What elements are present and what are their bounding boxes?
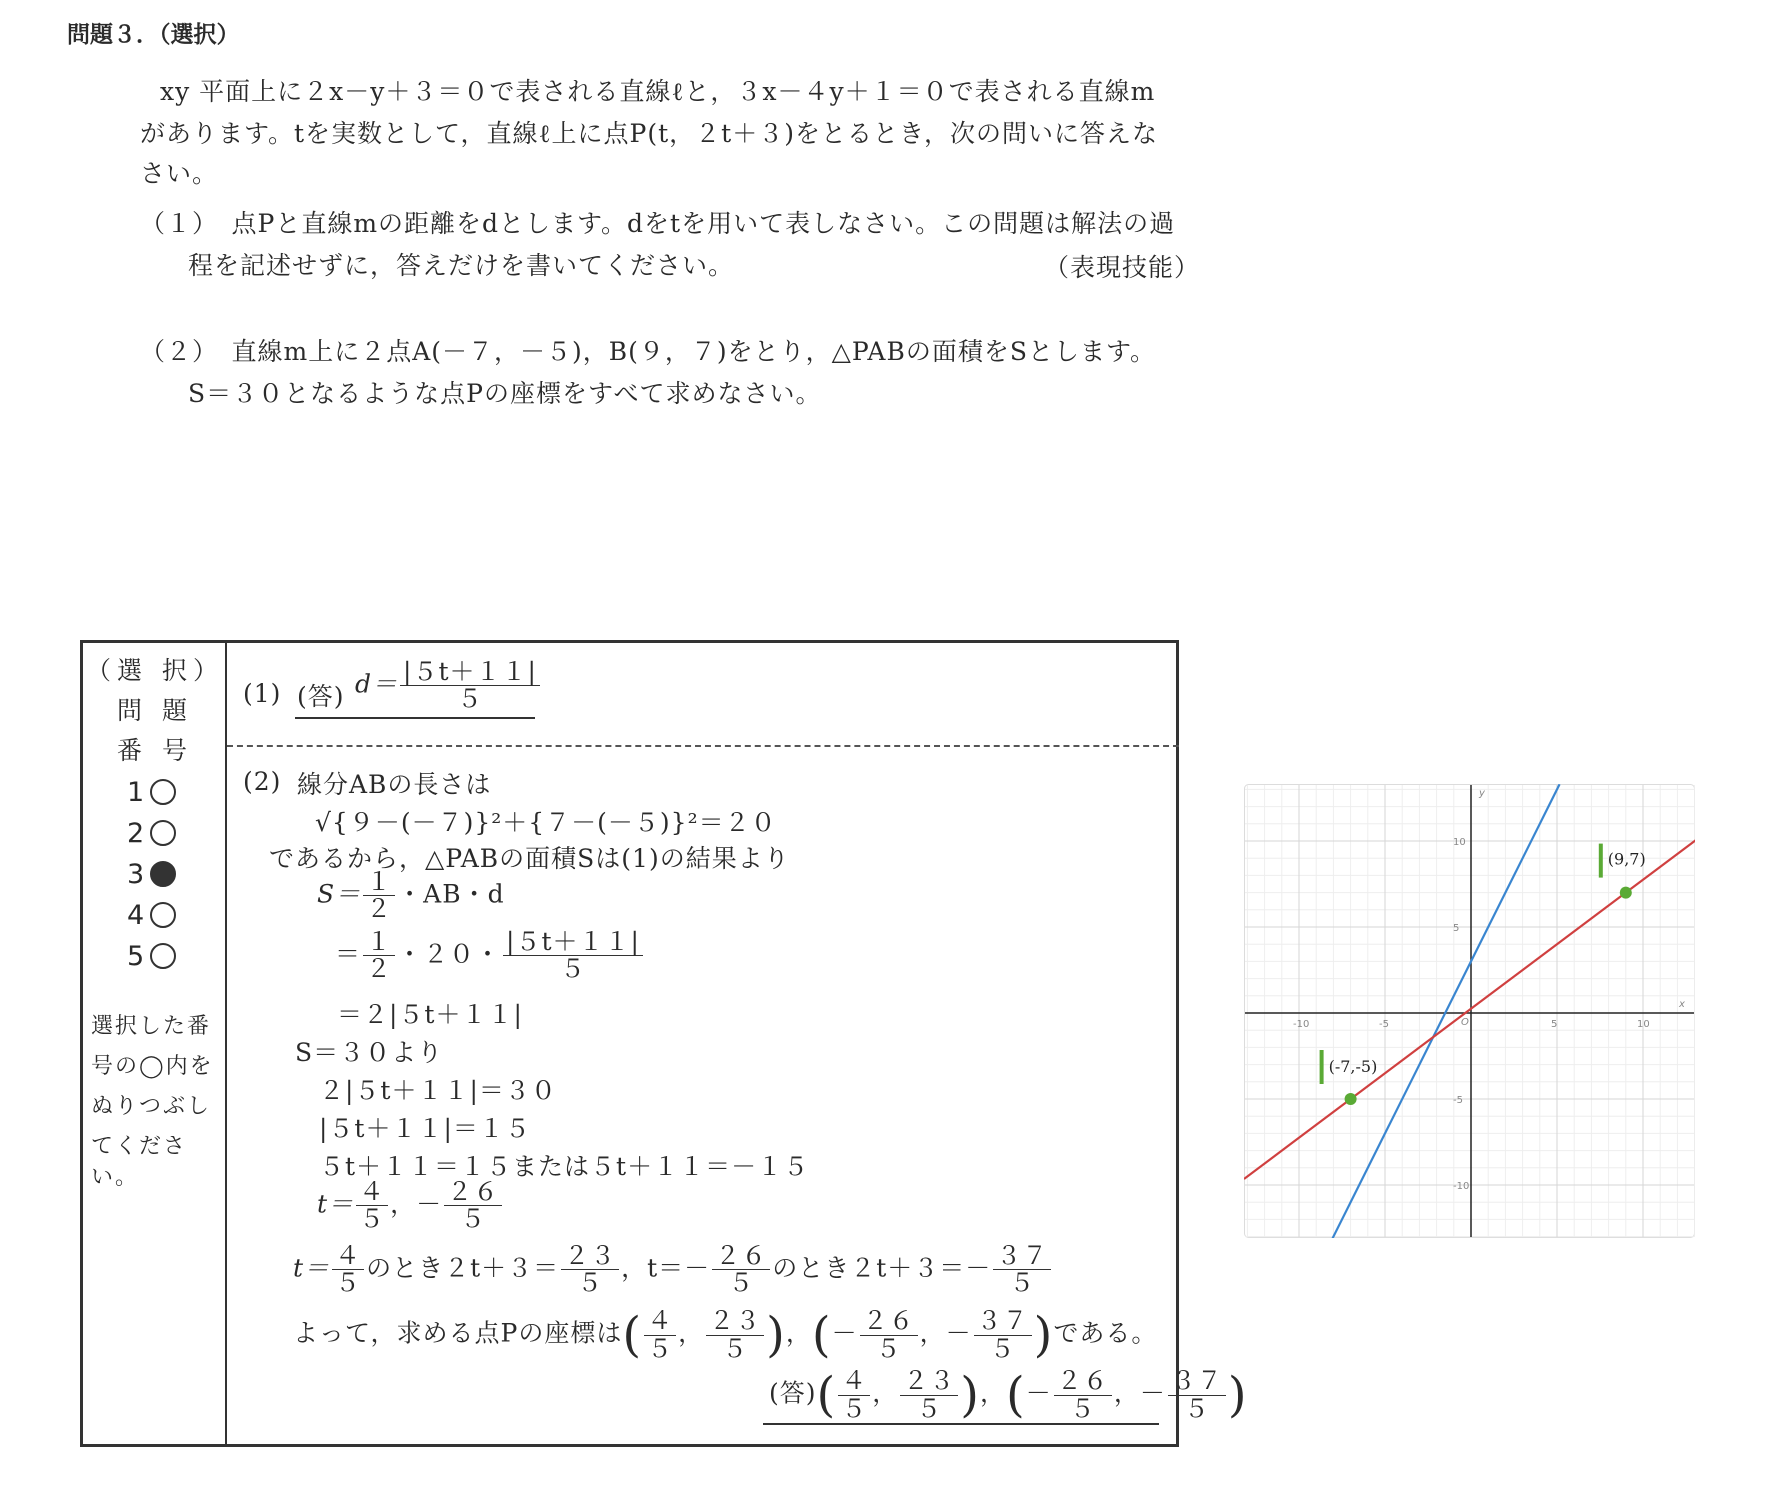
cond-t1-denominator: ５ (335, 1268, 362, 1298)
part-1-lhs: d＝ (355, 669, 399, 699)
problem-line-3: さい。 (140, 159, 219, 188)
c-x1-denominator: ５ (647, 1333, 674, 1363)
t2-denominator: ５ (460, 1204, 487, 1234)
sidebar-note-2: 号の◯内を (91, 1054, 214, 1079)
option-5[interactable] (127, 941, 176, 972)
option-circle[interactable] (150, 902, 176, 928)
option-number: 1 (127, 777, 145, 808)
y-axis-label: y (1479, 788, 1485, 799)
sidebar-title-2: 問 題 (117, 696, 193, 725)
area-rest: ・AB・d (397, 879, 505, 909)
sidebar-note-4: てください。 (91, 1134, 188, 1190)
c-comma-1: ， (678, 1318, 705, 1348)
conclusion-post: である。 (1053, 1318, 1158, 1348)
part-divider (227, 745, 1179, 747)
eq2-mid: ・２０・ (397, 939, 502, 969)
sidebar-note-1: 選択した番 (91, 1014, 212, 1039)
question-2-line-1: （２） 直線m上に２点A(－７，－５)，B(９，７)をとり，△PABの面積をSとします。 (140, 337, 1156, 366)
area-step-3: ＝２|５t＋１１| (337, 1000, 523, 1029)
f-minus-1: － (1025, 1378, 1052, 1408)
question-2-line-2: S＝３０となるような点Pの座標をすべて求めなさい。 (188, 379, 822, 408)
option-4[interactable] (127, 900, 176, 931)
answer-sheet (80, 640, 1248, 1447)
part-1-answer-tag: (答) (297, 682, 345, 711)
c-comma-2: ， (785, 1318, 812, 1348)
eq2-half-denominator: ２ (366, 954, 393, 984)
option-number: 2 (127, 818, 145, 849)
y2-numerator: ３７ (993, 1243, 1051, 1270)
y-tick-label: 5 (1453, 923, 1460, 934)
final-tag: (答) (769, 1378, 817, 1408)
option-number: 3 (127, 859, 145, 890)
c-y2-denominator: ５ (989, 1333, 1016, 1363)
y-values-line (293, 1243, 1053, 1297)
point-b-flag (1599, 844, 1603, 878)
c-y1-denominator: ５ (722, 1333, 749, 1363)
x-axis-label: x (1679, 999, 1685, 1010)
part-1-underline (295, 717, 535, 719)
c-y1-numerator: ２３ (706, 1308, 764, 1335)
eq2-denominator: ５ (559, 954, 586, 984)
y1-denominator: ５ (577, 1268, 604, 1298)
f-y1-numerator: ２３ (900, 1368, 958, 1395)
eq2-numerator: |５t＋１１| (503, 929, 643, 956)
answer-sidebar (83, 643, 227, 1444)
coordinate-graph (1244, 784, 1695, 1238)
part-1-label: (1) (243, 679, 282, 708)
c-x1-numerator: ４ (644, 1308, 676, 1335)
area-formula (317, 869, 505, 923)
y-tick-label: -10 (1453, 1181, 1470, 1192)
x-tick-label: 10 (1637, 1019, 1650, 1030)
point-a-label: (-7,-5) (1328, 1057, 1378, 1076)
x-tick-label: 5 (1551, 1019, 1558, 1030)
f-comma-3: ， (1113, 1378, 1140, 1408)
origin-label: O (1461, 1017, 1469, 1028)
y2-denominator: ５ (1009, 1268, 1036, 1298)
option-circle[interactable] (150, 943, 176, 969)
sidebar-title-3: 番 号 (117, 736, 193, 765)
f-comma-1: ， (872, 1378, 899, 1408)
option-circle[interactable] (150, 779, 176, 805)
c-x2-denominator: ５ (875, 1333, 902, 1363)
x-tick-label: -10 (1293, 1019, 1310, 1030)
point-b-label: (9,7) (1607, 849, 1646, 869)
half-numerator: １ (363, 869, 395, 896)
f-x2-denominator: ５ (1069, 1393, 1096, 1423)
f-y2-numerator: ３７ (1168, 1368, 1226, 1395)
option-number: 4 (127, 900, 145, 931)
conclusion-line: よって，求める点Pの座標は( $\frac{4}{5}$ ， $\frac{23}{5}$ )，(－ $\frac{26}{5}$ ，－ $\frac{37}{5}$ )である。 (293, 1306, 1158, 1363)
cond-c: のとき２t＋３＝－ (772, 1253, 992, 1283)
f-y1-denominator: ５ (916, 1393, 943, 1423)
half-denominator: ２ (366, 894, 393, 924)
option-number: 5 (127, 941, 145, 972)
option-1[interactable] (127, 777, 176, 808)
question-1-tag: （表現技能） (1044, 253, 1201, 282)
cond-b: ，t＝－ (621, 1253, 711, 1283)
problem-heading: 問題３．（選択） (67, 22, 240, 48)
option-3[interactable] (127, 859, 176, 890)
part-1-numerator: |５t＋１１| (400, 659, 540, 686)
f-y2-denominator: ５ (1183, 1393, 1210, 1423)
c-minus-1: － (831, 1318, 858, 1348)
y1-numerator: ２３ (561, 1243, 619, 1270)
question-1-line-1: （１） 点Pと直線mの距離をdとします。dをtを用いて表しなさい。この問題は解法の過 (140, 209, 1176, 238)
cond-t2-denominator: ５ (728, 1268, 755, 1298)
part-2-line-6: |５t＋１１|＝１５ (319, 1114, 531, 1143)
eq2-half-numerator: １ (363, 929, 395, 956)
part-2-line-4: S＝３０より (295, 1038, 444, 1067)
f-comma-2: ， (980, 1378, 1007, 1408)
f-x1-numerator: ４ (838, 1368, 870, 1395)
t-separator: ，－ (390, 1189, 443, 1219)
conclusion-pre: よって，求める点Pの座標は (293, 1318, 623, 1348)
area-step-2 (335, 929, 645, 983)
problem-line-1: xy 平面上に２x－y＋３＝０で表される直線ℓと，３x－４y＋１＝０で表される直線m (160, 77, 1156, 106)
eq2-pre: ＝ (335, 939, 362, 969)
problem-line-2: があります。tを実数として，直線ℓ上に点P(t，２t＋３)をとるとき，次の問いに答えな (140, 119, 1158, 148)
f-x2-numerator: ２６ (1054, 1368, 1112, 1395)
final-answer: (答)( $\frac{4}{5}$ ， $\frac{23}{5}$ )，(－ $\frac{26}{5}$ ，－ $\frac{37}{5}$ ) (769, 1366, 1248, 1423)
final-underline (763, 1423, 1159, 1425)
part-2-line-2: √{９－(－７)}²＋{７－(－５)}²＝２０ (315, 808, 777, 837)
question-1-line-2: 程を記述せずに，答えだけを書いてください。 (188, 251, 735, 280)
cond-t-lhs: t＝ (293, 1253, 331, 1283)
option-circle-filled[interactable] (150, 861, 176, 887)
y-tick-label: 10 (1453, 837, 1466, 848)
y-tick-label: -5 (1453, 1095, 1463, 1106)
sidebar-note-3: ぬりつぶし (91, 1094, 212, 1119)
f-x1-denominator: ５ (841, 1393, 868, 1423)
cond-a: のとき２t＋３＝ (366, 1253, 560, 1283)
t1-numerator: ４ (356, 1179, 388, 1206)
option-circle[interactable] (150, 820, 176, 846)
c-comma-3: ， (919, 1318, 946, 1348)
f-minus-2: － (1139, 1378, 1166, 1408)
cond-t2-numerator: ２６ (712, 1243, 770, 1270)
cond-t1-numerator: ４ (332, 1243, 364, 1270)
x-tick-label: -5 (1379, 1019, 1389, 1030)
sidebar-title-1: （選 択） (86, 656, 224, 685)
part-1-denominator: ５ (456, 684, 483, 714)
area-lhs: S＝ (317, 879, 362, 909)
point-a[interactable] (1345, 1093, 1357, 1105)
part-2-line-3: であるから，△PABの面積Sは(1)の結果より (269, 844, 790, 873)
part-2-line-7: ５t＋１１＝１５または５t＋１１＝－１５ (319, 1152, 810, 1181)
part-2-line-1: 線分ABの長さは (297, 770, 492, 799)
point-b[interactable] (1620, 887, 1632, 899)
part-1-answer (355, 659, 542, 713)
t-solutions (317, 1179, 504, 1233)
t2-numerator: ２６ (444, 1179, 502, 1206)
c-y2-numerator: ３７ (974, 1308, 1032, 1335)
part-2-line-5: ２|５t＋１１|＝３０ (319, 1076, 557, 1105)
part-2-label: (2) (243, 767, 282, 796)
c-minus-2: － (945, 1318, 972, 1348)
t-lhs: t＝ (317, 1189, 355, 1219)
t1-denominator: ５ (359, 1204, 386, 1234)
point-a-flag (1320, 1050, 1324, 1084)
option-2[interactable] (127, 818, 176, 849)
c-x2-numerator: ２６ (860, 1308, 918, 1335)
